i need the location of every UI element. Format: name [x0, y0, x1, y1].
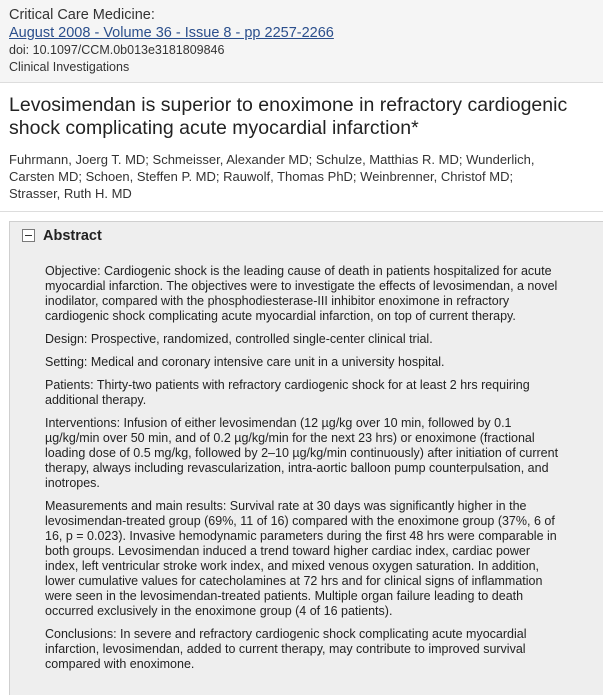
author-list [9, 151, 594, 202]
article-title-line-1: Levosimendan is superior to enoximone in refractory cardiogenic [9, 94, 568, 116]
article-header [0, 0, 603, 83]
abstract-header [10, 222, 603, 254]
doi-text: doi: 10.1097/CCM.0b013e3181809846 [9, 43, 225, 57]
abstract-patients: Patients: Thirty-two patients with refractory cardiogenic shock for at least 2 hrs requiring additional therapy. [45, 378, 530, 407]
abstract-design: Design: Prospective, randomized, controlled single-center clinical trial. [45, 332, 433, 346]
issue-link[interactable]: August 2008 - Volume 36 - Issue 8 - pp 2257-2266 [9, 25, 334, 41]
abstract-objective: Objective: Cardiogenic shock is the leading cause of death in patients hospitalized for acute myocardial infarction. The objectives were to investigate the effects of levosimendan, a novel inodilator, compared with the phosphodiesterase-III inhibitor enoximone in refractory cardiogenic shock complicating acute myocardial infarction, on top of current therapy. [45, 264, 558, 323]
journal-name: Critical Care Medicine: [9, 7, 155, 23]
author-line-3: Strasser, Ruth H. MD [9, 186, 132, 201]
minus-bar [25, 235, 32, 236]
abstract-setting: Setting: Medical and coronary intensive care unit in a university hospital. [45, 355, 445, 369]
article-title [9, 94, 594, 140]
abstract-interventions: Interventions: Infusion of either levosimendan (12 µg/kg over 10 min, followed by 0.1 µg/kg/min over 50 min, and of 0.2 µg/kg/min for the next 23 hrs) or enoximone (fractional loading dose of 0.5 mg/kg, followed by 2–10 µg/kg/min continuously) after initiation of current therapy, always including revascularization, intra-aortic balloon pump counterpulsation, and inotropes. [45, 416, 559, 490]
article-title-line-2: shock complicating acute myocardial infarction* [9, 117, 419, 139]
title-area [0, 83, 603, 212]
author-line-2: Carsten MD; Schoen, Steffen P. MD; Rauwolf, Thomas PhD; Weinbrenner, Christof MD; [9, 169, 514, 184]
abstract-panel [9, 221, 603, 695]
author-line-1: Fuhrmann, Joerg T. MD; Schmeisser, Alexander MD; Schulze, Matthias R. MD; Wunderlich, [9, 152, 535, 167]
abstract-heading: Abstract [43, 228, 102, 244]
abstract-body [45, 264, 565, 680]
abstract-conclusions: Conclusions: In severe and refractory cardiogenic shock complicating acute myocardial infarction, levosimendan, added to current therapy, may contribute to improved survival compared with enoximone. [45, 627, 527, 671]
collapse-minus-icon[interactable] [22, 229, 35, 242]
abstract-measurements: Measurements and main results: Survival rate at 30 days was significantly higher in the levosimendan-treated group (69%, 11 of 16) compared with the enoximone group (37%, 6 of 16, p = 0.023). Invasive hemodynamic parameters during the first 48 hrs were comparable in both groups. Levosimendan induced a trend toward higher cardiac index, cardiac power index, left ventricular stroke work index, and mixed venous oxygen saturation. In addition, lower cumulative values for catecholamines at 72 hrs and for clinical signs of inflammation were seen in the levosimendan-treated patients. Multiple organ failure leading to death occurred exclusively in the enoximone group (4 of 16 patients). [45, 499, 557, 618]
section-label: Clinical Investigations [9, 60, 130, 74]
